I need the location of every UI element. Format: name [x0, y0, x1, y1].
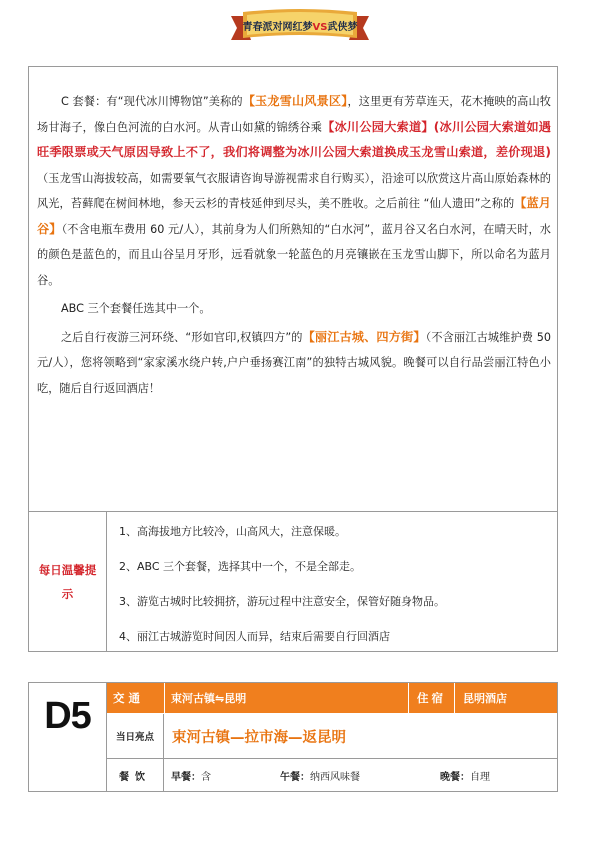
- day-schedule-table: [28, 682, 558, 792]
- paragraph-choose-package: ABC 三个套餐任选其中一个。: [61, 302, 211, 315]
- daily-tips-section: [29, 511, 557, 652]
- tips-list: [107, 512, 557, 652]
- text-segment: C 套餐：有“现代冰川博物馆”美称的: [61, 95, 243, 108]
- notice-glacier-cableway: 【冰川公园大索道】(冰川公园大索道如遇旺季限票或天气原因导致上不了，我们将调整为冰川公园大索道换成玉龙雪山索道，差价现退): [37, 119, 551, 159]
- tips-label-cell: [29, 512, 107, 652]
- transport-row: [107, 683, 557, 714]
- highlight-label: 当日亮点: [107, 714, 164, 758]
- lunch-label: 午餐：: [280, 771, 310, 783]
- breakfast-value: 含: [201, 771, 211, 783]
- meal-row: [107, 759, 557, 791]
- itinerary-body: [29, 67, 557, 401]
- lunch-value: 纳西风味餐: [310, 771, 360, 783]
- text-segment: （不含电瓶车费用 60 元/人），其前身为人们所熟知的“白水河”，蓝月谷又名白水河，在晴天时，水的颜色是蓝色的，而且山谷呈月牙形，远看就象一轮蓝色的月亮镶嵌在玉龙雪山脚下，所以命名为蓝月谷。: [37, 222, 551, 287]
- paragraph-package-c: [37, 89, 551, 293]
- dinner: [440, 768, 490, 783]
- text-segment: ，这里更有芳草连天，花木掩映的高山牧场甘海子，像白色河流的白水河。从青山如黛的锦绣谷乘: [37, 95, 551, 134]
- banner-right: 武侠梦: [327, 22, 358, 33]
- stay-label: 住宿: [408, 683, 454, 713]
- dinner-value: 自理: [470, 771, 490, 783]
- highlight-value: 束河古镇—拉市海—返昆明: [172, 729, 346, 746]
- breakfast-label: 早餐：: [171, 771, 201, 783]
- tip-item: 1、高海拔地方比较冷，山高风大，注意保暖。: [119, 525, 346, 538]
- hotel-name: 昆明酒店: [454, 683, 557, 713]
- day-number: D5: [44, 695, 91, 737]
- transport-route: 束河古镇⇋昆明: [164, 683, 408, 713]
- highlight-jade-dragon: 【玉龙雪山风景区】: [242, 94, 348, 108]
- tip-item: 4、丽江古城游览时间因人而异，结束后需要自行回酒店: [119, 630, 390, 643]
- header-banner: [225, 4, 375, 50]
- tip-item: 2、ABC 三个套餐，选择其中一个，不是全部走。: [119, 560, 362, 573]
- paragraph-old-town: [37, 325, 551, 402]
- dinner-label: 晚餐：: [440, 771, 470, 783]
- text-segment: 之后自行夜游三河环绕、“形如官印,权镇四方”的: [61, 330, 303, 344]
- day-number-cell: [29, 683, 107, 791]
- tips-label: 每日温馨提示: [38, 563, 97, 601]
- text-segment: （玉龙雪山海拔较高，如需要氧气衣服请咨询导游视需求自行购买），沿途可以欣赏这片高山原始森林的风光，苔藓爬在树间林地，参天云杉的青枝延伸到尽头，美不胜收。之后前往 “仙人遗田”之称的: [37, 171, 551, 210]
- highlight-lijiang-old-town: 【丽江古城、四方街】: [302, 329, 426, 344]
- itinerary-content-box: [28, 66, 558, 652]
- banner-title: [225, 18, 375, 33]
- lunch: [280, 768, 440, 783]
- breakfast: [164, 768, 280, 783]
- transport-label: 交通: [113, 691, 144, 705]
- meal-label: 餐饮: [107, 759, 164, 791]
- highlight-blue-moon-valley: 【蓝月谷】: [37, 196, 551, 236]
- highlight-row: [107, 714, 557, 759]
- day-rows: [107, 683, 557, 791]
- banner-vs: VS: [312, 22, 328, 33]
- text-segment: （不含丽江古城维护费 50 元/人），您将领略到“家家溪水绕户转,户户垂扬赛江南”的独特古城风貌。晚餐可以自行品尝丽江特色小吃，随后自行返回酒店！: [37, 330, 551, 395]
- banner-left: 青春派对网红梦: [242, 22, 313, 33]
- tip-item: 3、游览古城时比较拥挤，游玩过程中注意安全，保管好随身物品。: [119, 595, 445, 608]
